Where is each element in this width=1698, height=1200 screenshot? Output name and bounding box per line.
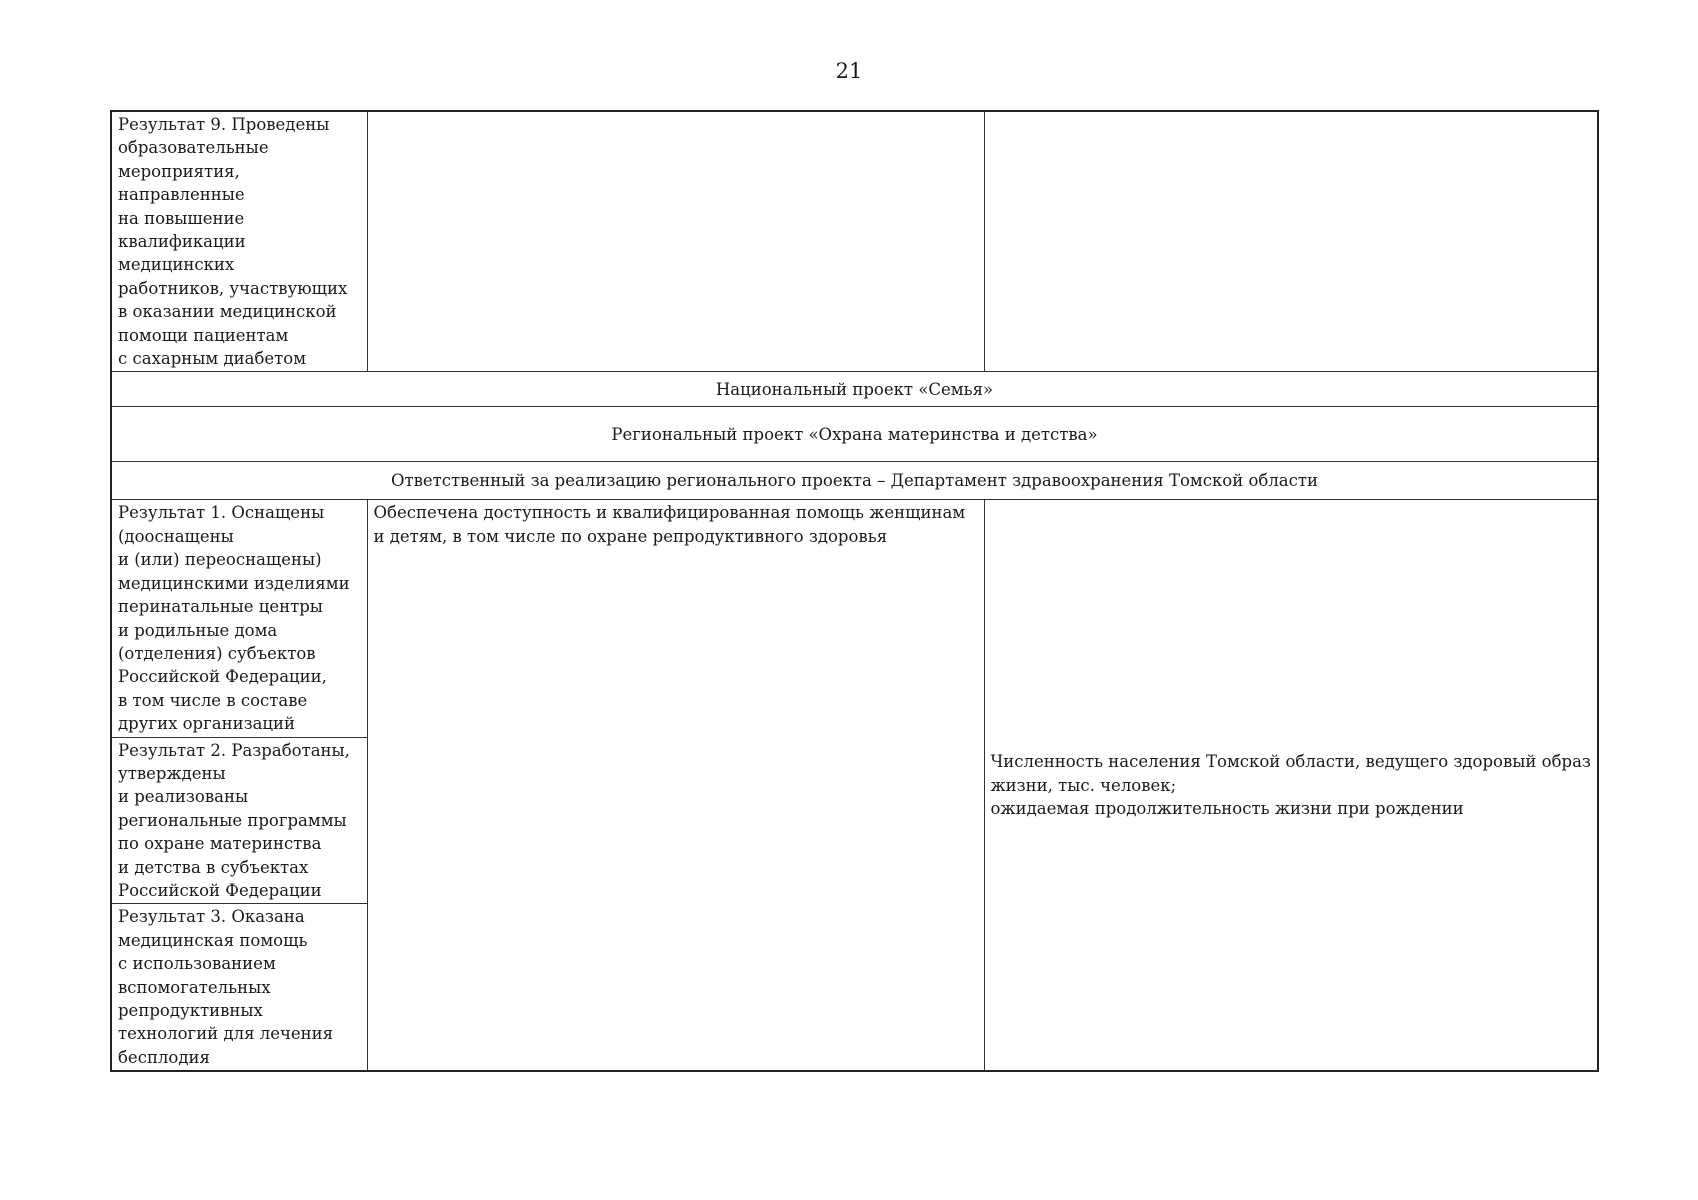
result-3-cell: [111, 904, 367, 1071]
responsible-heading: Ответственный за реализацию регионального проекта – Департамент здравоохранения Томской области: [111, 462, 1598, 500]
table-row-regional-project: [111, 407, 1598, 462]
indicators-cell: [984, 500, 1598, 1071]
national-project-heading: Национальный проект «Семья»: [111, 372, 1598, 407]
result-2-text: Результат 2. Разработаны, утверждены и реализованы региональные программы по охране материнства и детства в субъектах Российской Федерации: [118, 740, 350, 900]
result-9-cell: [111, 111, 367, 372]
goal-cell: [367, 500, 984, 1071]
indicators-text: Численность населения Томской области, ведущего здоровый образ жизни, тыс. человек; ожидаемая продолжительность жизни при рождении: [990, 752, 1591, 819]
table-row-responsible: [111, 462, 1598, 500]
table-row-result-9: [111, 111, 1598, 372]
table-row-result-1: [111, 500, 1598, 737]
result-9-indicator-cell: [984, 111, 1598, 372]
goal-text: Обеспечена доступность и квалифицированная помощь женщинам и детям, в том числе по охране репродуктивного здоровья: [373, 503, 966, 546]
result-2-cell: [111, 737, 367, 904]
result-9-text: Результат 9. Проведены образовательные мероприятия, направленные на повышение квалификации медицинских работников, участвующих в оказании медицинской помощи пациентам с сахарным диабетом: [118, 115, 348, 369]
page-number: 21: [835, 59, 863, 83]
result-1-cell: [111, 500, 367, 737]
result-9-goal-cell: [367, 111, 984, 372]
result-1-text: Результат 1. Оснащены (дооснащены и (или) переоснащены) медицинскими изделиями перинатальные центры и родильные дома (отделения) субъектов Российской Федерации, в том числе в составе других организаций: [118, 503, 350, 734]
result-3-text: Результат 3. Оказана медицинская помощь с использованием вспомогательных репродуктивных технологий для лечения бесплодия: [118, 907, 334, 1067]
project-table: [110, 110, 1599, 1072]
regional-project-heading: Региональный проект «Охрана материнства и детства»: [111, 407, 1598, 462]
table-row-national-project: [111, 372, 1598, 407]
